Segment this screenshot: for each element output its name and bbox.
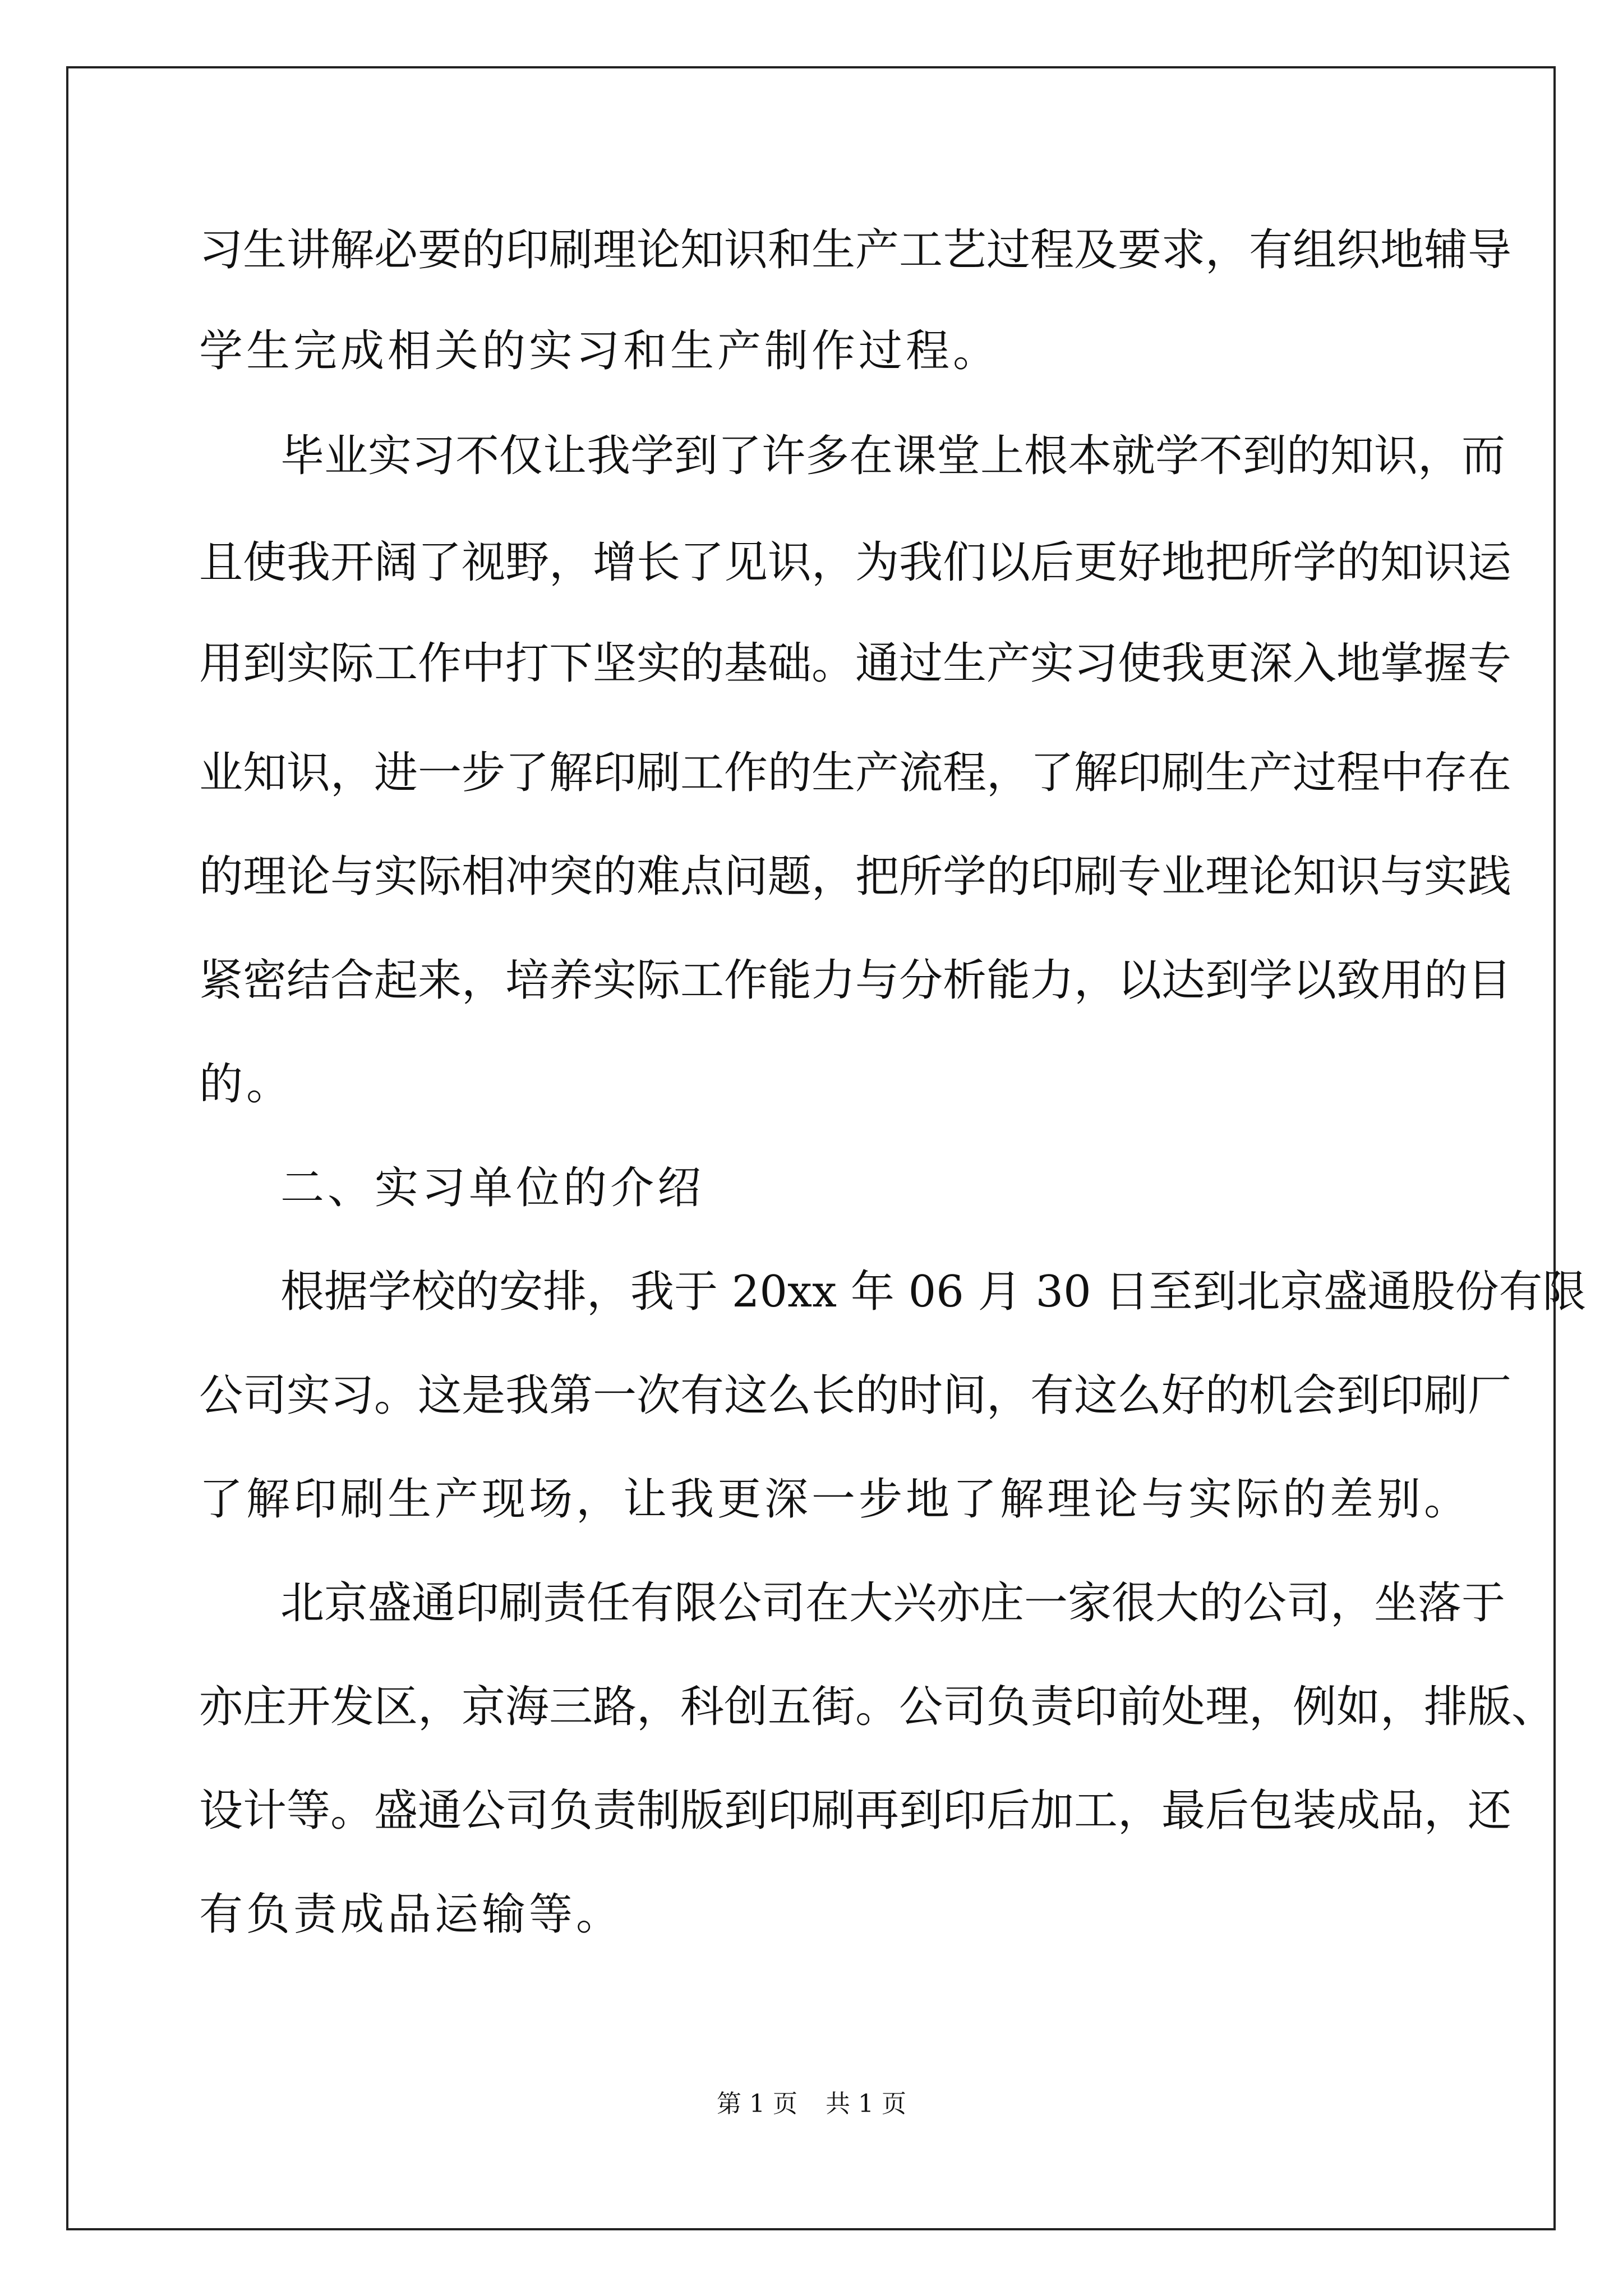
section-heading: 二、实习单位的介绍 (280, 1163, 705, 1213)
page-footer (0, 2088, 1623, 2120)
paragraph-line: 学生完成相关的实习和生产制作过程。 (199, 326, 1000, 376)
paragraph-line: 的。 (199, 1059, 294, 1110)
paragraph-line: 了解印刷生产现场，让我更深一步地了解理论与实际的差别。 (199, 1474, 1472, 1525)
paragraph-line: 公司实习。这是我第一次有这么长的时间，有这么好的机会到印刷厂 (199, 1370, 1512, 1421)
paragraph-line: 设计等。盛通公司负责制版到印刷再到印后加工，最后包装成品，还 (199, 1786, 1512, 1836)
paragraph-line: 的理论与实际相冲突的难点问题，把所学的印刷专业理论知识与实践 (199, 852, 1512, 902)
paragraph-line: 用到实际工作中打下坚实的基础。通过生产实习使我更深入地掌握专 (199, 638, 1512, 689)
paragraph-line: 北京盛通印刷责任有限公司在大兴亦庄一家很大的公司，坐落于 (280, 1578, 1506, 1628)
paragraph-line: 且使我开阔了视野，增长了见识，为我们以后更好地把所学的知识运 (199, 537, 1512, 588)
page-total: 共 1 页 (826, 2090, 906, 2118)
page-number: 第 1 页 (717, 2090, 797, 2118)
paragraph-line: 习生讲解必要的印刷理论知识和生产工艺过程及要求，有组织地辅导 (199, 225, 1512, 275)
paragraph-line: 有负责成品运输等。 (199, 1889, 624, 1940)
paragraph-line: 毕业实习不仅让我学到了许多在课堂上根本就学不到的知识，而 (280, 431, 1506, 481)
paragraph-line: 紧密结合起来，培养实际工作能力与分析能力，以达到学以致用的目 (199, 955, 1512, 1006)
paragraph-line: 亦庄开发区，京海三路，科创五街。公司负责印前处理，例如，排版、 (199, 1682, 1556, 1732)
paragraph-line: 根据学校的安排，我于 20xx 年 06 月 30 日至到北京盛通股份有限 (280, 1267, 1587, 1317)
paragraph-line: 业知识，进一步了解印刷工作的生产流程，了解印刷生产过程中存在 (199, 748, 1512, 798)
